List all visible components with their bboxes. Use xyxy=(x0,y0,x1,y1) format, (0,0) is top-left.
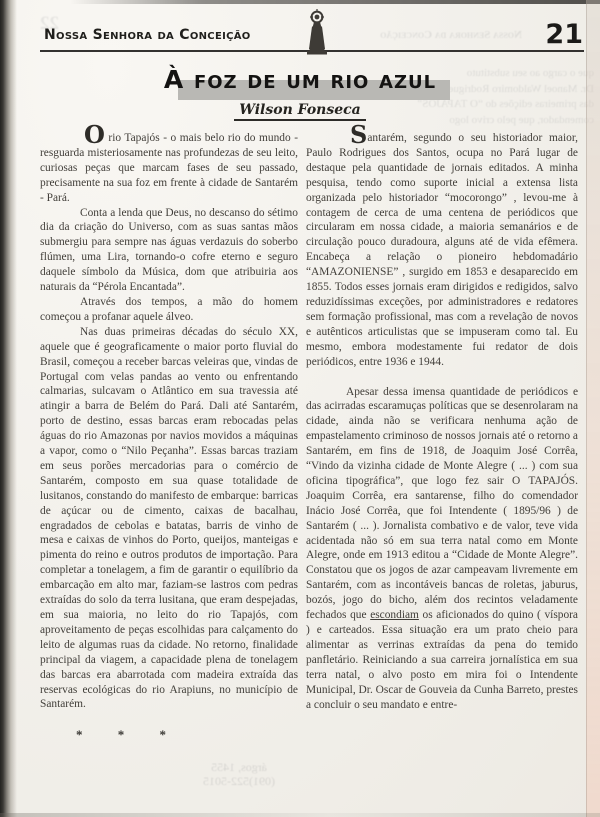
article-column-left xyxy=(40,120,298,743)
paragraph: Nas duas primeiras décadas do século XX, aquele que é geograficamente o maior porto fluvial do Brasil, começou a receber barcas veleiras que, vindas de Portugal com velas pandas ao vento ou enfrentando calmarias, sulcavam o Atlântico em sua travessia até atingir a barra de Belém do Pará. Dali até Santarém, porto de destino, essas barcas eram rebocadas pelas águas do rio Amazonas por navios movidos a máquinas a vapor, como o “Nilo Peçanha”. Essas barcas traziam em seus porões mercadorias para o comércio de Santarém, composto em sua quase totalidade de lusitanos, constando do manifesto de embarque: barricas de açúcar ou de cimento, caixas de bacalhau, engradados de cebolas e batatas, barris de vinho de mesa e caixas de vinhos do Porto, queijos, manteigas e pimenta do reino e outros produtos de importação. Para completar a tonelagem, a fim de garantir o equilíbrio da embarcação em alto mar, faziam-se lastros com pedras extraídas do solo da terra lusitana, que eram despejadas, em sua maioria, no leito do rio Tapajós, com aproveitamento de peças escolhidas para calçamento do leito de algumas ruas da cidade. No retorno, finalidade principal da viagem, a capacidade plena de tonelagem das barcas era abarrotada com madeira extraída das reservas ecológicas do rio Arapiuns, no município de Santarém. xyxy=(40,325,298,711)
scan-edge-bottom xyxy=(0,813,600,817)
article-title: À foz de um rio azul xyxy=(163,65,437,94)
paragraph xyxy=(40,120,298,206)
bleed-through-line: (091)522-5015 xyxy=(203,773,275,788)
running-header-title: Nossa Senhora da Conceição xyxy=(44,27,251,43)
scan-edge-right xyxy=(586,0,600,817)
bleed-through-line: Dr. Manoel Waldomiro Rodrigues xyxy=(444,82,594,95)
bleed-through-line: árgos, 1455 xyxy=(211,760,267,774)
paragraph xyxy=(306,385,578,713)
underlined-word: escondiam xyxy=(370,609,419,622)
bleed-through-line: das primeiras edições do “O TAPAJÓS” xyxy=(417,98,594,110)
bleed-through-address xyxy=(183,761,295,788)
paragraph xyxy=(306,120,578,370)
drop-cap: S xyxy=(350,120,368,149)
bleed-through-line: que o cargo ao seu substituto xyxy=(466,67,594,79)
section-separator: * * * xyxy=(76,727,182,743)
article-author xyxy=(0,101,600,119)
paragraph: Conta a lenda que Deus, no descanso do sétimo dia da criação do Universo, com as suas santas mãos submergiu para sempre nas águas verdazuis do soberbo flúmen, uma Lira, tornando-o cofre eterno e seguro daquele símbolo da Música, dom que atribuiria aos naturais da “Pérola Encantada”. xyxy=(40,206,298,294)
article-author-name: Wilson Fonseca xyxy=(234,102,365,121)
paragraph-text: rio Tapajós - o mais belo rio do mundo - resguarda misteriosamente nas profundezas de seu leito, curiosas peças que marcam fases de seu passado, precisamente na sua foz em frente à cidade de Santarém - Pará. xyxy=(40,132,298,204)
page-number: 21 xyxy=(545,19,583,50)
bleed-through-page-number: 22 xyxy=(40,13,59,34)
article-column-right xyxy=(306,120,578,712)
paragraph-text: os aficionados do quino ( víspora ) e carteados. Essa situação era um prato cheio para alimentar as verrinas extraídas da pena do temido panfletário. Reiniciando a sua carreira jornalística em sua terra natal, o alvo posto em mira foi o Intendente Municipal, Dr. Oscar de Gouveia da Cunha Barreto, prestes a concluir o seu mandato e entre- xyxy=(306,609,578,711)
drop-cap: O xyxy=(84,120,105,149)
paragraph: Através dos tempos, a mão do homem começou a profanar aquele álveo. xyxy=(40,295,298,323)
saint-statue-icon xyxy=(303,9,331,57)
paragraph-text: antarém, segundo o seu historiador maior, Paulo Rodrigues dos Santos, ocupa no Pará lugar de destaque pela quantidade de jornais editados. A minha pesquisa, tendo como suporte inicial a extensa lista organizada pelo historiador “mocorongo” , levou-me à contagem de cerca de uma centena de periódicos que circularam em nossa cidade, a maioria semanários e de circulação pouco duradoura, alguns até de vida efêmera. Encabeça a relação o pioneiro hebdomadário “AMAZONIENSE” , surgido em 1853 e desaparecido em 1855. Todos esses jornais eram dirigidos e redigidos, salvo reduzidíssimas exceções, por administradores e redatores sem formação profissional, mas com a revelação de novos e autênticos articulistas que se impuseram como tal. Eu mesmo, embora modestamente fui redator de dois periódicos, entre 1936 e 1944. xyxy=(306,132,578,368)
scan-edge-left xyxy=(0,0,17,817)
bleed-through-line: comendador, que pelo crivo logo xyxy=(449,113,594,126)
bleed-through-running-title: Nossa Senhora da Conceição xyxy=(380,29,522,41)
paragraph-text: Apesar dessa imensa quantidade de periódicos e das acirradas escaramuças políticas que se desenrolaram na cidade, ainda não se verificara nenhuma ação de empastelamento criminoso de nossos jornais até o retorno a Santarém, em fins de 1918, de Joaquim José Corrêa, “Vindo da vizinha cidade de Monte Alegre ( ... ) com sua oficina tipográfica”, que logo fez sair O TAPAJÓS. Joaquim Corrêa, era santarense, filho do comendador Inácio José Corrêa, que foi Intendente ( 1895/96 ) de Santarém ( ... ). Jornalista combativo e de valor, teve vida acidentada não só em sua terra natal como em Monte Alegre, onde em 1913 editou a “Cidade de Monte Alegre”. Constatou que os jogos de azar campeavam livremente em Santarém, com as incontáveis bancas de roletas, jaburus, bozós, jogo do bicho, além dos recintos veladamente fechados que xyxy=(306,385,578,622)
scan-edge-top xyxy=(70,0,600,4)
